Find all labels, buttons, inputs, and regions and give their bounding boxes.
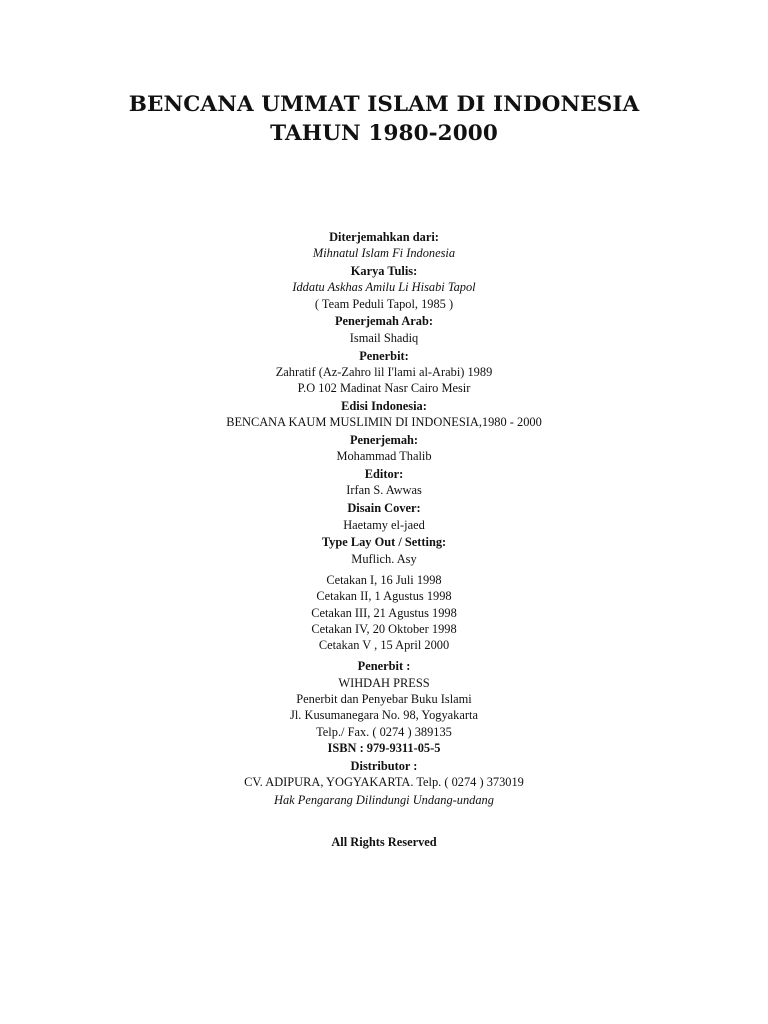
written-work-value: Iddatu Askhas Amilu Li Hisabi Tapol [292, 280, 476, 295]
title-line-2: TAHUN 1980-2000 [270, 121, 498, 146]
printing-line: Cetakan I, 16 Juli 1998 [326, 572, 442, 587]
printing-line: Cetakan II, 1 Agustus 1998 [316, 589, 452, 604]
credits-block [0, 229, 768, 850]
copyright-notice: Hak Pengarang Dilindungi Undang-undang [274, 792, 494, 807]
layout-label: Type Lay Out / Setting: [321, 535, 447, 550]
distributor-label: Distributor : [350, 758, 418, 773]
publisher-label: Penerbit : [357, 659, 411, 674]
translated-from-label: Diterjemahkan dari: [329, 230, 439, 244]
title-line-1: BENCANA UMMAT ISLAM DI INDONESIA [128, 92, 640, 117]
book-title [0, 90, 768, 148]
arabic-translator-value: Ismail Shadiq [349, 330, 419, 345]
original-publisher-label: Penerbit: [359, 348, 409, 363]
publisher-description: Penerbit dan Penyebar Buku Islami [296, 692, 472, 707]
printing-line: Cetakan IV, 20 Oktober 1998 [311, 621, 457, 636]
layout-value: Muflich. Asy [351, 551, 417, 566]
indonesian-edition-label: Edisi Indonesia: [341, 398, 427, 413]
editor-label: Editor: [364, 467, 404, 482]
all-rights-reserved: All Rights Reserved [331, 835, 437, 850]
translator-value: Mohammad Thalib [336, 449, 432, 464]
publisher-name: WIHDAH PRESS [338, 675, 430, 690]
written-work-note: ( Team Peduli Tapol, 1985 ) [314, 296, 454, 311]
cover-design-value: Haetamy el-jaed [343, 517, 425, 532]
publisher-address: Jl. Kusumanegara No. 98, Yogyakarta [290, 708, 478, 723]
original-publisher-line-2: P.O 102 Madinat Nasr Cairo Mesir [297, 381, 471, 396]
translated-from-value: Mihnatul Islam Fi Indonesia [312, 246, 456, 261]
editor-value: Irfan S. Awwas [346, 483, 422, 498]
translator-label: Penerjemah: [349, 433, 419, 448]
printing-line: Cetakan V , 15 April 2000 [318, 638, 450, 653]
isbn: ISBN : 979-9311-05-5 [327, 740, 441, 755]
cover-design-label: Disain Cover: [347, 501, 421, 516]
arabic-translator-label: Penerjemah Arab: [334, 314, 434, 329]
distributor-value: CV. ADIPURA, YOGYAKARTA. Telp. ( 0274 ) 373019 [244, 775, 524, 789]
indonesian-edition-value: BENCANA KAUM MUSLIMIN DI INDONESIA,1980 - 2000 [226, 415, 542, 430]
printing-line: Cetakan III, 21 Agustus 1998 [311, 605, 457, 620]
publisher-phone: Telp./ Fax. ( 0274 ) 389135 [316, 724, 452, 739]
original-publisher-line-1: Zahratif (Az-Zahro lil I'lami al-Arabi) 1989 [275, 364, 493, 379]
written-work-label: Karya Tulis: [350, 264, 418, 279]
